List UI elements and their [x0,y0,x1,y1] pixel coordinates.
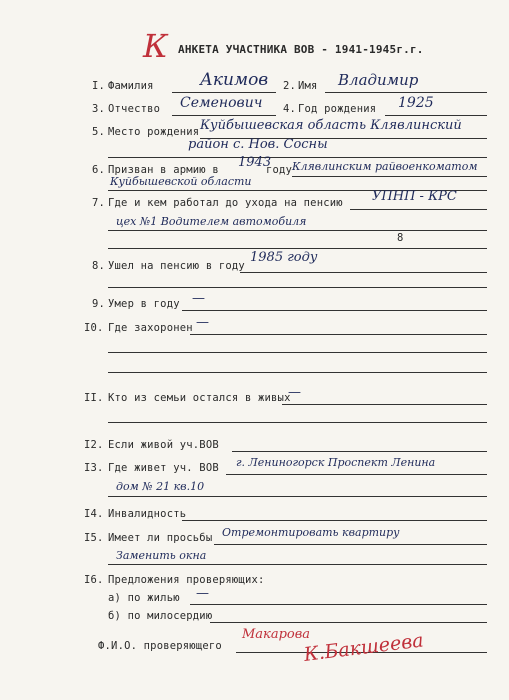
q13-num: I3. [84,462,104,474]
q10-value: — [196,315,209,330]
q16-label: Предложения проверяющих: [108,574,265,586]
q11-label: Кто из семьи остался в живых [108,392,291,404]
q6-num: 6. [92,164,106,176]
q4-underline [385,115,487,116]
q6-underline-1 [292,176,487,177]
q5-label: Место рождения [108,126,200,138]
q10-num: I0. [84,322,104,334]
q3-underline [172,115,276,116]
q7-label: Где и кем работал до ухода на пенсию [108,197,343,209]
q10-underline-1 [190,334,487,335]
q5-underline-2 [108,157,487,158]
q7-underline-2 [108,230,487,231]
q3-label: Отчество [108,103,161,115]
q5-value-line1: Куйбышевская область Клявлинский [200,118,462,133]
inspector-label: Ф.И.О. проверяющего [98,640,222,652]
q1-value: Акимов [200,70,269,90]
q4-label: Год рождения [298,103,377,115]
q3-num: 3. [92,103,106,115]
q10-label: Где захоронен [108,322,193,334]
q16b-underline [210,622,487,623]
page-title: АНКЕТА УЧАСТНИКА ВОВ - 1941-1945г.г. [178,43,424,56]
q14-underline [182,520,487,521]
q13-underline-1 [226,474,487,475]
q8-value: 1985 году [250,250,318,265]
q6-label: Призван в армию в [108,164,219,176]
q7-num: 7. [92,197,106,209]
q6-value-line1: Клявлинским райвоенкоматом [292,160,478,173]
q13-value-line2: дом № 21 кв.10 [116,480,205,493]
q15-label: Имеет ли просьбы [108,532,213,544]
q2-num: 2. [283,80,297,92]
q15-num: I5. [84,532,104,544]
q7-marginal-number: 8 [397,232,404,244]
q1-num: I. [92,80,106,92]
q1-underline [172,92,276,93]
q11-value: — [288,385,301,400]
q7-value-line1: УПНП - КРС [372,189,457,204]
q16a-value: — [196,586,209,601]
q12-label: Если живой уч.ВОВ [108,439,219,451]
q15-underline-2 [108,564,487,565]
q9-underline [182,310,487,311]
q15-underline-1 [214,544,487,545]
q1-label: Фамилия [108,80,154,92]
corner-mark: К [143,27,168,65]
q8-label: Ушел на пенсию в году [108,260,245,272]
q7-underline-1 [350,209,487,210]
q2-underline [325,92,487,93]
q2-value: Владимир [338,71,419,89]
q10-underline-3 [108,372,487,373]
q3-value: Семенович [180,95,263,111]
q10-underline-2 [108,352,487,353]
q11-underline-1 [282,404,487,405]
q4-value: 1925 [398,95,434,111]
q5-value-line2: район с. Нов. Сосны [188,137,328,152]
q8-underline-2 [108,287,487,288]
q11-underline-2 [108,422,487,423]
q8-underline-1 [240,272,487,273]
q13-underline-2 [108,496,487,497]
q4-num: 4. [283,103,297,115]
q12-underline [232,451,487,452]
q15-value-line1: Отремонтировать квартиру [222,526,400,539]
q16a-underline [190,604,487,605]
q9-num: 9. [92,298,106,310]
q16-num: I6. [84,574,104,586]
q12-num: I2. [84,439,104,451]
q6-year-suffix: году [266,164,293,176]
q14-label: Инвалидность [108,508,187,520]
q14-num: I4. [84,508,104,520]
q13-label: Где живет уч. ВОВ [108,462,219,474]
signature: К.Бакшеева [302,629,425,666]
q7-underline-3 [108,248,487,249]
q11-num: II. [84,392,104,404]
q6-value-line2: Куйбышевской области [110,175,252,188]
q16a-label: а) по жилью [108,592,180,604]
q9-value: — [192,291,205,306]
inspector-value: Макарова [242,627,311,642]
q9-label: Умер в году [108,298,180,310]
q7-value-line2: цех №1 Водителем автомобиля [116,215,307,228]
q6-year: 1943 [238,155,272,170]
q16b-label: б) по милосердию [108,610,213,622]
q5-num: 5. [92,126,106,138]
q15-value-line2: Заменить окна [116,549,207,562]
q13-value-line1: г. Лениногорск Проспект Ленина [236,456,436,469]
q2-label: Имя [298,80,318,92]
q8-num: 8. [92,260,106,272]
